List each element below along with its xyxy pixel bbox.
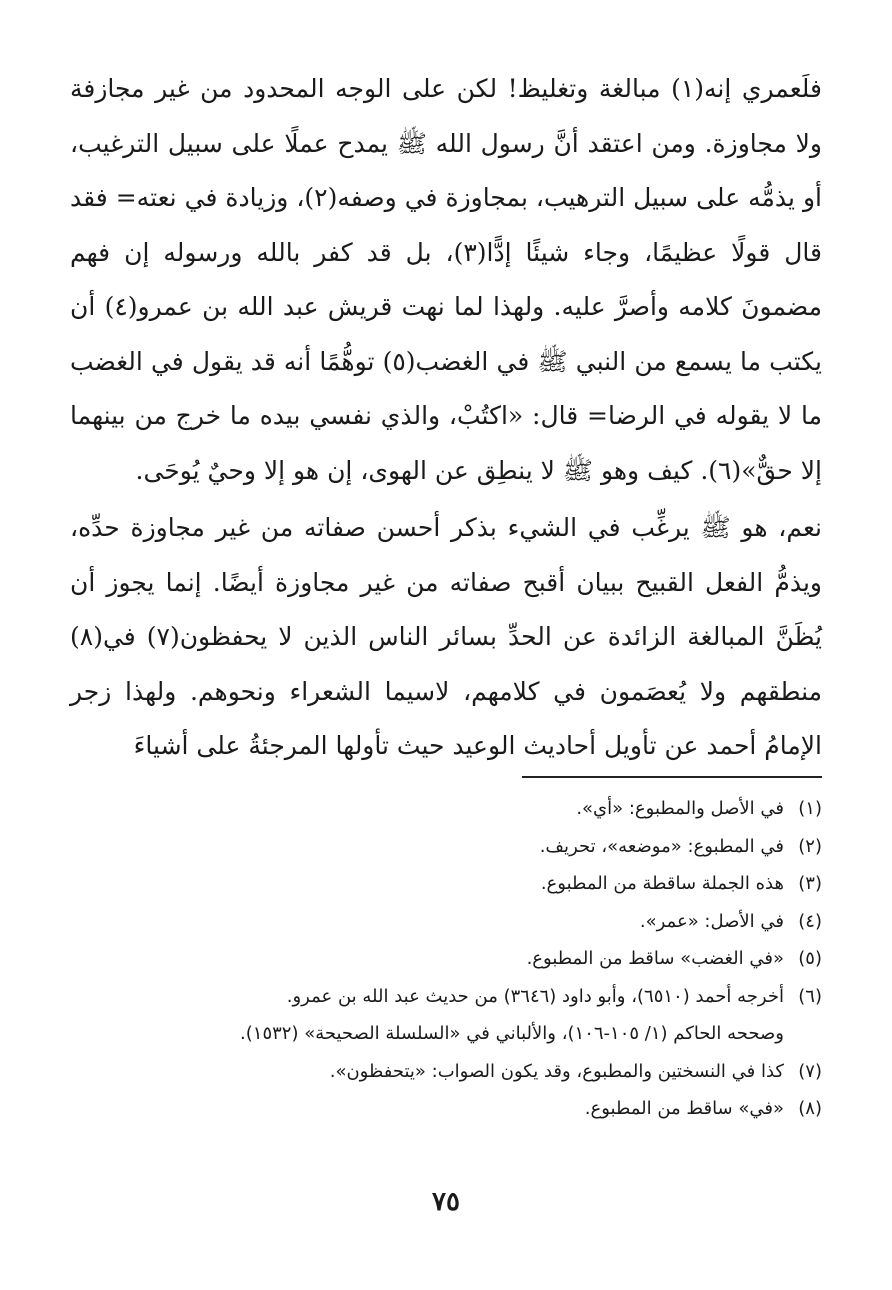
footnote-8	[70, 1090, 822, 1128]
footnote-4	[70, 903, 822, 941]
footnote-5	[70, 940, 822, 978]
page-number: ٧٥	[432, 1187, 460, 1217]
footnote-6	[70, 978, 822, 1016]
footnote-text: في الأصل والمطبوع: «أي».	[576, 798, 784, 819]
footnote-6-continuation	[70, 1015, 822, 1053]
footnote-number: (٣)	[798, 873, 822, 894]
footnote-number: (٨)	[798, 1098, 822, 1119]
footnote-1	[70, 790, 822, 828]
footnote-divider	[522, 776, 822, 778]
main-text	[70, 62, 822, 774]
footnote-text: وصححه الحاكم (١/ ١٠٥-١٠٦)، والألباني في «السلسلة الصحيحة» (١٥٣٢).	[240, 1023, 784, 1044]
footnote-number: (١)	[798, 798, 822, 819]
footnote-text: «في الغضب» ساقط من المطبوع.	[526, 948, 784, 969]
footnotes	[70, 790, 822, 1128]
footnote-number: (٦)	[798, 985, 822, 1007]
footnote-text: هذه الجملة ساقطة من المطبوع.	[540, 873, 784, 894]
paragraph-2: نعم، هو ﷺ يرغِّب في الشيء بذكر أحسن صفاته من غير مجاوزة حدِّه، ويذمُّ الفعل القبيح ببيان أقبح صفاته من غير مجاوزة أيضًا. إنما يجوز أن يُظَنَّ المبالغة الزائدة عن الحدِّ بسائر الناس الذين لا يحفظون(٧) في(٨) منطقهم ولا يُعصَمون في كلامهم، لاسيما الشعراء ونحوهم. ولهذا زجر الإمامُ أحمد عن تأويل أحاديث الوعيد حيث تأولها المرجئةُ على أشياءَ	[70, 513, 822, 760]
paragraph-1: فلَعمري إنه(١) مبالغة وتغليظ! لكن على الوجه المحدود من غير مجازفة ولا مجاوزة. ومن اعتقد أنَّ رسول الله ﷺ يمدح عملًا على سبيل الترغيب، أو يذمُّه على سبيل الترهيب، بمجاوزة في وصفه(٢)، وزيادة في نعته= فقد قال قولًا عظيمًا، وجاء شيئًا إدًّا(٣)، بل قد كفر بالله ورسوله إن فهم مضمونَ كلامه وأصرَّ عليه. ولهذا لما نهت قريش عبد الله بن عمرو(٤) أن يكتب ما يسمع من النبي ﷺ في الغضب(٥) توهُّمًا أنه قد يقول في الغضب ما لا يقوله في الرضا= قال: «اكتُبْ، والذي نفسي بيده ما خرج من بينهما إلا حقٌّ»(٦). كيف وهو ﷺ لا ينطِق عن الهوى، إن هو إلا وحيٌ يُوحَى.	[70, 74, 823, 485]
footnote-text: «في» ساقط من المطبوع.	[584, 1098, 784, 1119]
footnote-2	[70, 828, 822, 866]
footnote-number: (٤)	[798, 910, 822, 932]
footnote-text: كذا في النسختين والمطبوع، وقد يكون الصواب: «يتحفظون».	[329, 1060, 784, 1082]
footnote-number: (٥)	[798, 948, 822, 969]
footnote-7	[70, 1053, 822, 1091]
footnote-3	[70, 865, 822, 903]
footnote-text: أخرجه أحمد (٦٥١٠)، وأبو داود (٣٦٤٦) من حديث عبد الله بن عمرو.	[286, 985, 784, 1007]
footnote-number: (٧)	[798, 1060, 822, 1082]
footnote-number: (٢)	[798, 835, 822, 857]
footnote-text: في الأصل: «عمر».	[639, 910, 784, 932]
book-page	[70, 62, 822, 1262]
footnote-text: في المطبوع: «موضعه»، تحريف.	[539, 835, 784, 857]
